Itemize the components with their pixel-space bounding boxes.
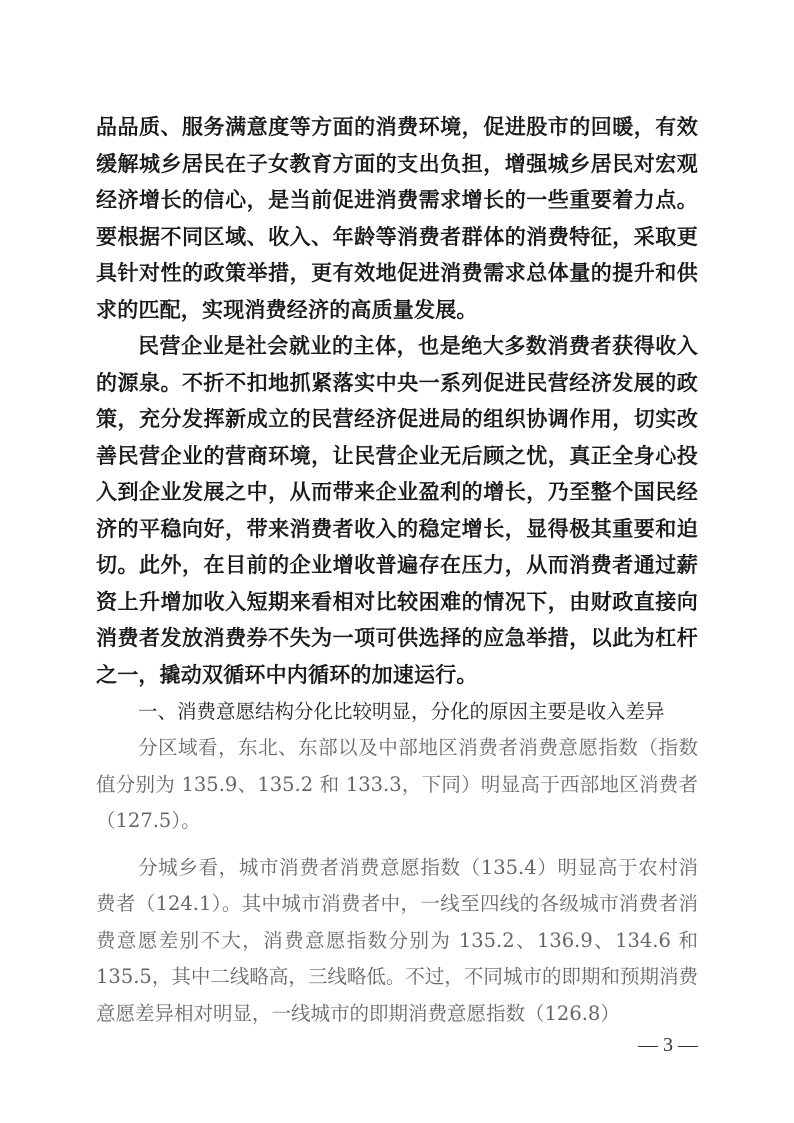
paragraph-private-enterprise: 民营企业是社会就业的主体，也是绝大多数消费者获得收入的源泉。不折不扣地抓紧落实中央一系列促进民营经济发展的政策，充分发挥新成立的民营经济促进局的组织协调作用，切实改善民营企业的营商环境，让民营企业无后顾之忧，真正全身心投入到企业发展之中，从而带来企业盈利的增长，乃至整个国民经济的平稳向好，带来消费者收入的稳定增长，显得极其重要和迫切。此外，在目前的企业增收普遍存在压力，从而消费者通过薪资上升增加收入短期来看相对比较困难的情况下，由财政直接向消费者发放消费券不失为一项可供选择的应急举措，以此为杠杆之一，撬动双循环中内循环的加速运行。 [96,333,698,687]
section-heading: 一、消费意愿结构分化比较明显，分化的原因主要是收入差异 [138,700,665,723]
paragraph-regional: 分区域看，东北、东部以及中部地区消费者消费意愿指数（指数值分别为 135.9、135.2 和 133.3，下同）明显高于西部地区消费者（127.5）。 [96,736,698,832]
page-number: — 3 — [638,1034,698,1056]
paragraph-urban-rural: 分城乡看，城市消费者消费意愿指数（135.4）明显高于农村消费者（124.1）。其中城市消费者中，一线至四线的各级城市消费者消费意愿差别不大，消费意愿指数分别为 135.2、136.9、134.6 和 135.5，其中二线略高，三线略低。不过，不同城市的即期和预期消费意愿差异相对明显，一线城市的即期消费意愿指数（126.8） [96,855,698,1025]
paragraph-consumption-environment: 品品质、服务满意度等方面的消费环境，促进股市的回暖，有效缓解城乡居民在子女教育方面的支出负担，增强城乡居民对宏观经济增长的信心，是当前促进消费需求增长的一些重要着力点。要根据不同区域、收入、年龄等消费者群体的消费特征，采取更具针对性的政策举措，更有效地促进消费需求总体量的提升和供求的匹配，实现消费经济的高质量发展。 [96,114,698,322]
document-page [96,109,698,1032]
